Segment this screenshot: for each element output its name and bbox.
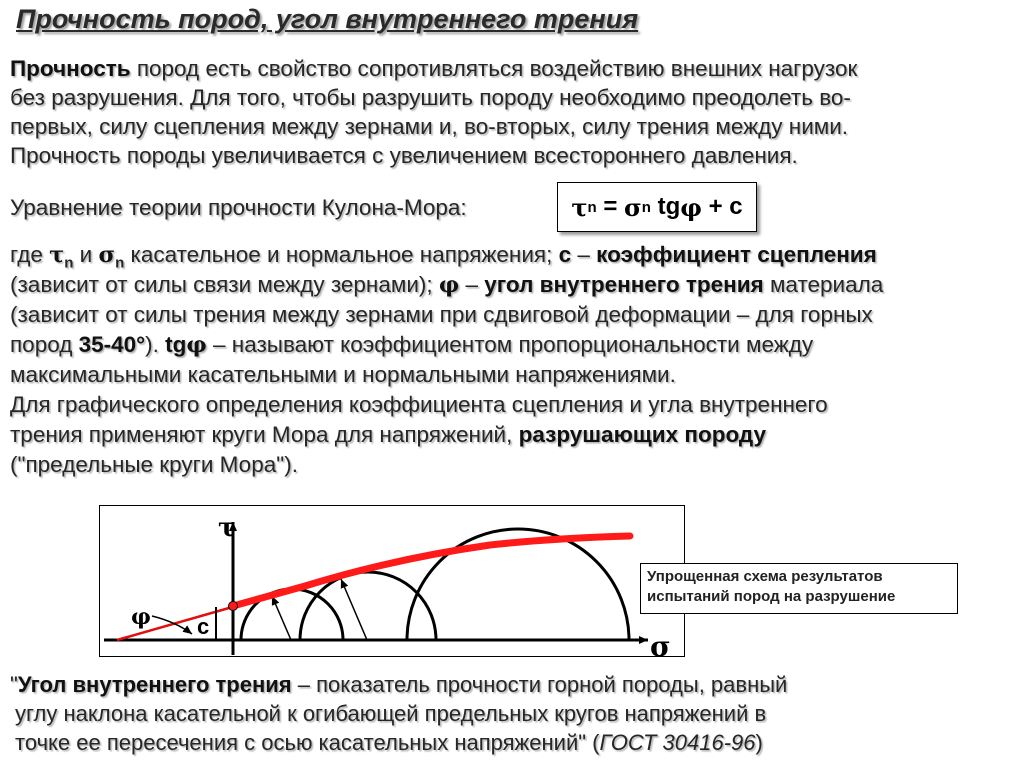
gost-line-2: углу наклона касательной к огибающей предельных кругов напряжений в — [15, 701, 767, 726]
intro-line-3: первых, силу сцепления между зернами и, во-вторых, силу трения между ними. — [10, 114, 849, 139]
destroying-rock-term: разрушающих породу — [518, 422, 766, 447]
intro-line-4: Прочность породы увеличивается с увеличением всестороннего давления. — [10, 143, 798, 168]
phi-symbol: φ — [186, 332, 207, 358]
def-text: материала — [763, 272, 884, 297]
subscript-n: n — [115, 254, 125, 272]
c-letter: c — [558, 242, 572, 267]
gost-line-3 — [10, 728, 787, 757]
gost-text: ) — [755, 730, 763, 755]
def-line-3: (зависит от силы трения между зернами при сдвиговой деформации – для горных — [10, 302, 873, 327]
sigma-axis-label: σ — [650, 630, 671, 663]
def-line-5: максимальными касательными и нормальными напряжениями. — [10, 362, 676, 387]
plus-c-text: + c — [701, 193, 743, 220]
def-text: где — [10, 242, 50, 267]
phi-symbol: φ — [680, 192, 702, 222]
tg-text: tg — [650, 193, 681, 220]
tau-axis-label: τ — [218, 513, 236, 543]
radius-arrow-2 — [341, 579, 367, 640]
sigma-symbol: σ — [624, 192, 642, 222]
intersection-point — [229, 602, 238, 611]
quote-mark: " — [10, 672, 18, 697]
def-line-6: Для графического определения коэффициента сцепления и угла внутреннего — [10, 392, 828, 417]
def-text: (зависит от силы связи между зернами); — [10, 272, 439, 297]
cohesion-term: коэффициент сцепления — [596, 242, 877, 267]
def-text: – называют коэффициентом пропорциональности между — [206, 332, 814, 357]
def-text: – — [571, 242, 597, 267]
tau-symbol: τ — [571, 192, 588, 222]
page-title: Прочность пород, угол внутреннего трения — [16, 4, 639, 34]
diagram-caption — [640, 563, 958, 614]
c-label: c — [197, 614, 210, 639]
subscript-n: n — [641, 198, 651, 216]
gost-standard-ref: ГОСТ 30416-96 — [599, 730, 756, 755]
gost-text: точке ее пересечения с осью касательных напряжений" ( — [15, 730, 600, 755]
equals-sign: = — [596, 193, 625, 220]
gost-line-1 — [10, 670, 787, 699]
intro-line-2: без разрушения. Для того, чтобы разрушить породу необходимо преодолеть во- — [10, 85, 851, 110]
tau-symbol: τ — [49, 242, 65, 268]
equation-label: Уравнение теории прочности Кулона-Мора: — [10, 195, 467, 220]
caption-line-2: испытаний пород на разрушение — [647, 588, 896, 605]
gost-term: Угол внутреннего трения — [17, 672, 292, 697]
def-text: пород — [10, 332, 79, 357]
gost-text: – показатель прочности горной породы, равный — [291, 672, 788, 697]
def-text: ). — [145, 332, 166, 357]
subscript-n: n — [587, 198, 597, 216]
intro-bold-word: Прочность — [10, 56, 131, 81]
phi-label: φ — [131, 604, 151, 630]
subscript-n: n — [64, 254, 74, 272]
def-line-8: ("предельные круги Мора"). — [10, 452, 298, 477]
caption-line-1: Упрощенная схема результатов — [647, 568, 883, 585]
phi-symbol: φ — [438, 272, 460, 298]
def-text: – — [459, 272, 485, 297]
gost-definition — [10, 670, 787, 757]
intro-line-1-text: пород есть свойство сопротивляться воздействию внешних нагрузок — [130, 56, 858, 81]
friction-angle-term: угол внутреннего трения — [484, 272, 764, 297]
radius-arrow-1 — [272, 596, 291, 640]
angle-range: 35-40° — [78, 332, 146, 357]
def-text: трения применяют круги Мора для напряжений, — [10, 422, 519, 447]
def-text: касательное и нормальное напряжения; — [124, 242, 559, 267]
sigma-symbol: σ — [98, 242, 116, 268]
def-text: и — [73, 242, 99, 267]
tg-text: tg — [165, 332, 187, 357]
